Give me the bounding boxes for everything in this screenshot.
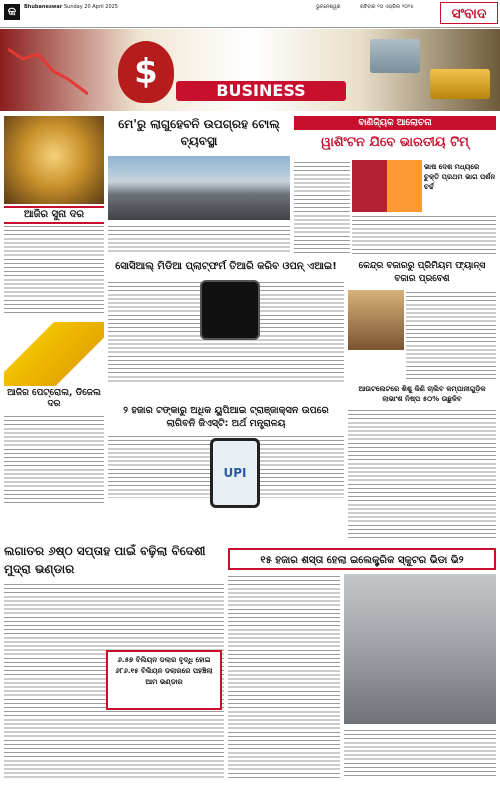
- upi-headline: ୨ ହଜାର ଟଙ୍କାରୁ ଅଧିକ ୟୁପିଆଇ ଟ୍ରାଞ୍ଜାକ୍ସନ ଉପରେ ଲାଗିବନି ଜିଏସ୍‌ଟି: ଅର୍ଥ ମନ୍ତ୍ରାଳୟ: [123, 405, 329, 429]
- social-headline: ସୋସିଆଲ୍ ମିଡିଆ ପ୍ଲାଟ୍‌ଫର୍ମ ତିଆରି କରିବ ଓପନ୍ ଏଆଇ!: [115, 261, 337, 272]
- trade-subhead: ଭାଷ ଦେଶ ମଧ୍ୟରେ ଚୁକ୍ତି ପ୍ରଥମ ଭାଗ ପର୍ଶନ ଚର୍ଚ୍ଚ: [424, 163, 496, 191]
- city: Bhubaneswar: [24, 4, 63, 10]
- scooter-body-left: [228, 574, 340, 778]
- gold-bars-graphic: [430, 69, 490, 99]
- date: Sunday 20 April 2025: [64, 4, 118, 10]
- upi-logo: UPI: [223, 466, 247, 480]
- bank-subhead: ଆଉଟଲେଟରେ ଶିଶୁ କିଣି ଚାଲିବ କମ୍ପାନୀଗୁଡ଼ିକ ଲାଭାଂଶ ନିଷ୍ପ ୫୦% ଉଛୁଳିବ: [358, 385, 486, 403]
- odia-center: ଭୁବନେଶ୍ୱର: [316, 4, 341, 10]
- trade-body-right: [352, 214, 496, 256]
- gold-image: [4, 116, 104, 204]
- gold-rate-text: [4, 224, 104, 316]
- toll-headline: ମେ'ରୁ ଲାଗୁହେବନି ଉପଗ୍ରହ ଟୋଲ୍ ବ୍ୟବସ୍ଥା: [118, 117, 280, 148]
- forex-callout-text: ୬.୫୭ ବିଲିୟନ ଡଲାର ବୃଦ୍ଧି ହୋଇ ୬୮୬.୧୫ ବିଲିୟନ ଡଲାରରେ ପହଞ୍ଚିଲା ଆମ ଭଣ୍ଡାର: [115, 656, 213, 686]
- bank-headline: କେନ୍ଦ୍ର ବଜାରରୁ ପ୍ରିମିୟମ ଫ୍ୟାନ୍ସ ବଜାର ପ୍ରବେଶ: [358, 261, 486, 284]
- forex-headline: ଲଗାତର ୬ଷ୍ଠ ସପ୍ତାହ ପାଇଁ ବଢ଼ିଲା ବିଦେଶୀ ମୁଦ୍ରା ଭଣ୍ଡାର: [4, 544, 206, 576]
- fuel-rate-title: ଆଜିର ପେଟ୍ରୋଲ, ଡିଜେଲ ଦର: [7, 388, 101, 409]
- trade-kicker: ବାଣିଜ୍ୟିକ ଆଲୋଚନା: [294, 116, 496, 130]
- fuel-nozzle-image: [4, 322, 104, 386]
- chart-graphic: [8, 39, 88, 99]
- trade-body-left: [294, 160, 350, 256]
- business-banner: [0, 29, 500, 111]
- fuel-rate-text: [4, 414, 104, 506]
- flags-image: [352, 160, 422, 212]
- business-label: BUSINESS: [176, 81, 346, 101]
- toll-body: [108, 224, 290, 254]
- upi-phone-image: [210, 438, 260, 508]
- money-bag-icon: $: [118, 41, 174, 103]
- toll-image: [108, 156, 290, 220]
- bank-body-2: [348, 408, 496, 538]
- page-letter: କ: [4, 4, 20, 20]
- forex-callout: [106, 650, 222, 710]
- masthead-logo: ସଂବାଦ: [440, 2, 498, 24]
- scooter-image: [344, 574, 496, 724]
- scooter-headline: ୧୫ ହଜାର ଶସ୍ତା ହେଲା ଇଲେକ୍ଟ୍ରିକ ସ୍କୁଟର ଭିଡା ଭି୨: [228, 548, 496, 570]
- phone-apps-image: [200, 280, 260, 340]
- bank-body: [406, 290, 496, 382]
- scooter-body-right: [344, 728, 496, 778]
- odia-date: ରବିବାର ୨୦ ଏପ୍ରିଲ ୨୦୨୫: [360, 4, 414, 10]
- shop-image: [348, 290, 404, 350]
- trade-headline: ୱାଶିଂଟନ ଯିବେ ଭାରତୀୟ ଟିମ୍: [321, 135, 469, 150]
- banknotes-graphic: [370, 39, 420, 73]
- masthead: [0, 0, 500, 28]
- gold-rate-title: ଆଜିର ସୁନା ଦର: [4, 206, 104, 224]
